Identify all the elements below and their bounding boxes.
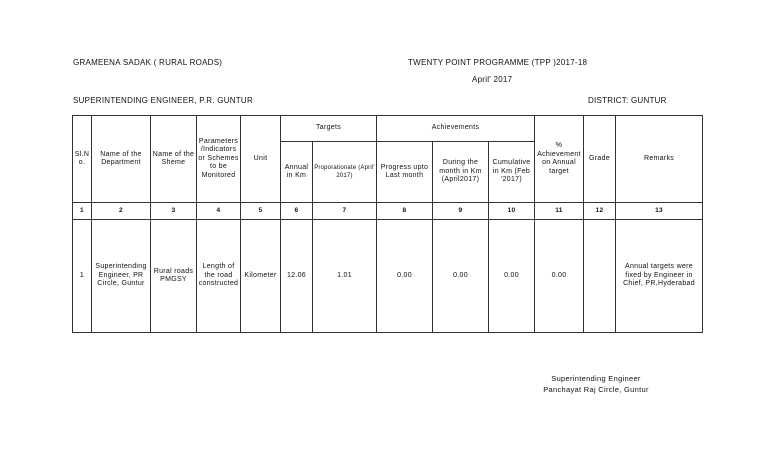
col-header-percent-achievement: % Achievement on Annual target <box>535 116 584 203</box>
col-header-cumulative: Cumulative in Km (Feb '2017) <box>489 142 535 203</box>
progress-table <box>72 115 703 333</box>
column-number: 6 <box>281 203 313 220</box>
signatory-designation: Superintending Engineer <box>551 374 641 383</box>
col-header-during-month: During the month in Km (April2017) <box>433 142 489 203</box>
column-number: 12 <box>584 203 616 220</box>
cell-department: Superintending Engineer, PR Circle, Guntur <box>92 220 151 333</box>
cell-annual: 12.06 <box>281 220 313 333</box>
column-number: 13 <box>616 203 703 220</box>
column-number: 10 <box>489 203 535 220</box>
col-header-annual: Annual in Km <box>281 142 313 203</box>
column-number: 11 <box>535 203 584 220</box>
column-number: 3 <box>151 203 197 220</box>
cell-sl-no: 1 <box>73 220 92 333</box>
column-number: 5 <box>241 203 281 220</box>
signatory-office: Panchayat Raj Circle, Guntur <box>543 385 649 394</box>
col-header-remarks: Remarks <box>616 116 703 203</box>
cell-cumulative: 0.00 <box>489 220 535 333</box>
signature-block <box>540 373 652 395</box>
cell-unit: Kilometer <box>241 220 281 333</box>
column-number: 9 <box>433 203 489 220</box>
district-name: DISTRICT: GUNTUR <box>588 96 667 105</box>
report-month: April' 2017 <box>472 75 513 84</box>
col-header-scheme: Name of the Sheme <box>151 116 197 203</box>
report-title: GRAMEENA SADAK ( RURAL ROADS) <box>73 58 223 67</box>
programme-title: TWENTY POINT PROGRAMME (TPP )2017-18 <box>408 58 588 67</box>
cell-proportionate: 1.01 <box>313 220 377 333</box>
cell-progress-last-month: 0.00 <box>377 220 433 333</box>
column-number: 2 <box>92 203 151 220</box>
group-header-achievements: Achievements <box>377 116 535 142</box>
table-row <box>73 220 703 333</box>
cell-parameter: Length of the road constructed <box>197 220 241 333</box>
group-header-targets: Targets <box>281 116 377 142</box>
cell-remarks: Annual targets were fixed by Engineer in Chief, PR,Hyderabad <box>616 220 703 333</box>
column-number-row <box>73 203 703 220</box>
column-number: 8 <box>377 203 433 220</box>
col-header-sl-no: Sl.No. <box>73 116 92 203</box>
cell-scheme: Rural roads PMGSY <box>151 220 197 333</box>
col-header-department: Name of the Department <box>92 116 151 203</box>
column-number: 4 <box>197 203 241 220</box>
column-number: 7 <box>313 203 377 220</box>
column-number: 1 <box>73 203 92 220</box>
col-header-proportionate: Proporationate (April' 2017) <box>313 142 377 203</box>
cell-grade <box>584 220 616 333</box>
col-header-grade: Grade <box>584 116 616 203</box>
header-row-groups <box>73 116 703 142</box>
col-header-unit: Unit <box>241 116 281 203</box>
cell-percent-achievement: 0.00 <box>535 220 584 333</box>
col-header-progress-last-month: Progress upto Last month <box>377 142 433 203</box>
col-header-parameters: Parameters /Indicators or Schemes to be Monitored <box>197 116 241 203</box>
office-name: SUPERINTENDING ENGINEER, P.R. GUNTUR <box>73 96 253 105</box>
cell-during-month: 0.00 <box>433 220 489 333</box>
